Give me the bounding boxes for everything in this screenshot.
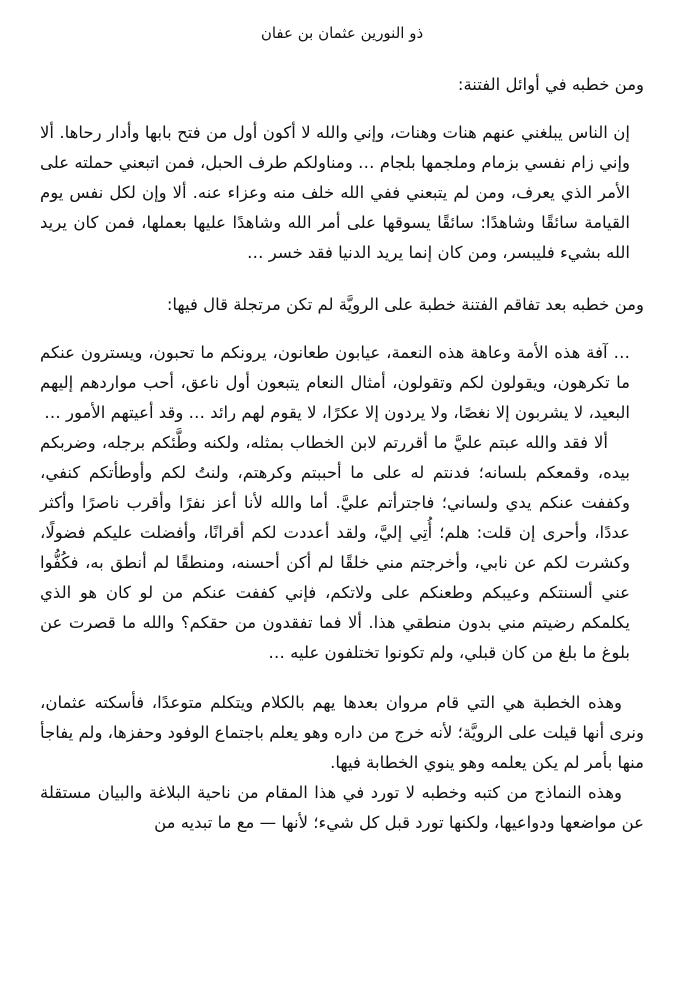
quote-early-fitna: إن الناس يبلغني عنهم هنات وهنات، وإني والله لا أكون أول من فتح بابها وأدار رحاها. ألا وإني زام نفسي بزمام وملجمها بلجام … ومناولكم طرف الحبل، فمن اتبعني حملته على الأمر الذي يعرف، ومن لم يتبعني ففي الله خلف منه وعزاء عنه. ألا وإن لكل نفس يوم القيامة سائقًا وشاهدًا: سائقًا يسوقها على أمر الله وشاهدًا عليها بعملها، فمن كان يريد الله بشيء فليبسر، ومن كان إنما يريد الدنيا فقد خسر … [40,123,630,262]
body-paragraph: وهذه النماذج من كتبه وخطبه لا تورد في هذا المقام من ناحية البلاغة والبيان مستقلة عن مواضعها ودواعيها، ولكنها تورد قبل كل شيء؛ لأنها — مع ما تبديه من [40,783,644,832]
quote-paragraph: ألا فقد والله عبتم عليَّ ما أقررتم لابن الخطاب بمثله، ولكنه وطَّئكم برجله، وضربكم بيده، وقمعكم بلسانه؛ فدنتم له على ما أحببتم وكرهتم، ولنتُ لكم وأوطأتكم كنفي، وكففت عنكم يدي ولساني؛ فاجترأتم عليَّ. أما والله لأنا أعز نفرًا وأقرب ناصرًا وأكثر عددًا، وأحرى إن قلت: هلم؛ أُتِي إليَّ، ولقد أعددت لكم أقرانًا، وأفضلت عليكم فضولًا، وكشرت لكم عن نابي، وأخرجتم مني خلقًا لم أكن أحسنه، ومنطقًا لم أنطق به، فكُفُّوا عني ألسنتكم وعيبكم وطعنكم على ولاتكم، فإني كففت عنكم من لو كان هو الذي يكلمكم رضيتم مني بدون منطقي هذا. ألا فما تفقدون من حقكم؟ والله ما قصرت عن بلوغ ما بلغ من كان قبلي، ولم تكونوا تختلفون عليه … [40,433,630,662]
section-intro-later-fitna: ومن خطبه بعد تفاقم الفتنة خطبة على الرويَّة لم تكن مرتجلة قال فيها: [166,295,644,314]
body-paragraph: وهذه الخطبة هي التي قام مروان بعدها يهم بالكلام ويتكلم متوعدًا، فأسكته عثمان، ونرى أنها قيلت على الرويَّة؛ لأنه خرج من داره وهو يعلم باجتماع الوفود وحفزها، ولم يفاجأ منها بأمر لم يكن يعلمه وهو ينوي الخطابة فيها. [40,693,644,772]
section-intro-early-fitna: ومن خطبه في أوائل الفتنة: [457,75,644,94]
running-title: ذو النورين عثمان بن عفان [260,24,424,42]
quote-later-fitna [40,338,644,668]
quote-paragraph: … آفة هذه الأمة وعاهة هذه النعمة، عيابون طعانون، يرونكم ما تحبون، ويسترون عنكم ما تكرهون، ويقولون لكم وتقولون، أمثال النعام يتبعون أول ناعق، أحب مواردهم إليهم البعيد، لا يشربون إلا نغصًا، ولا يردون إلا عكرًا، لا يقوم لهم رائد … وقد أعيتهم الأمور … [40,343,630,422]
